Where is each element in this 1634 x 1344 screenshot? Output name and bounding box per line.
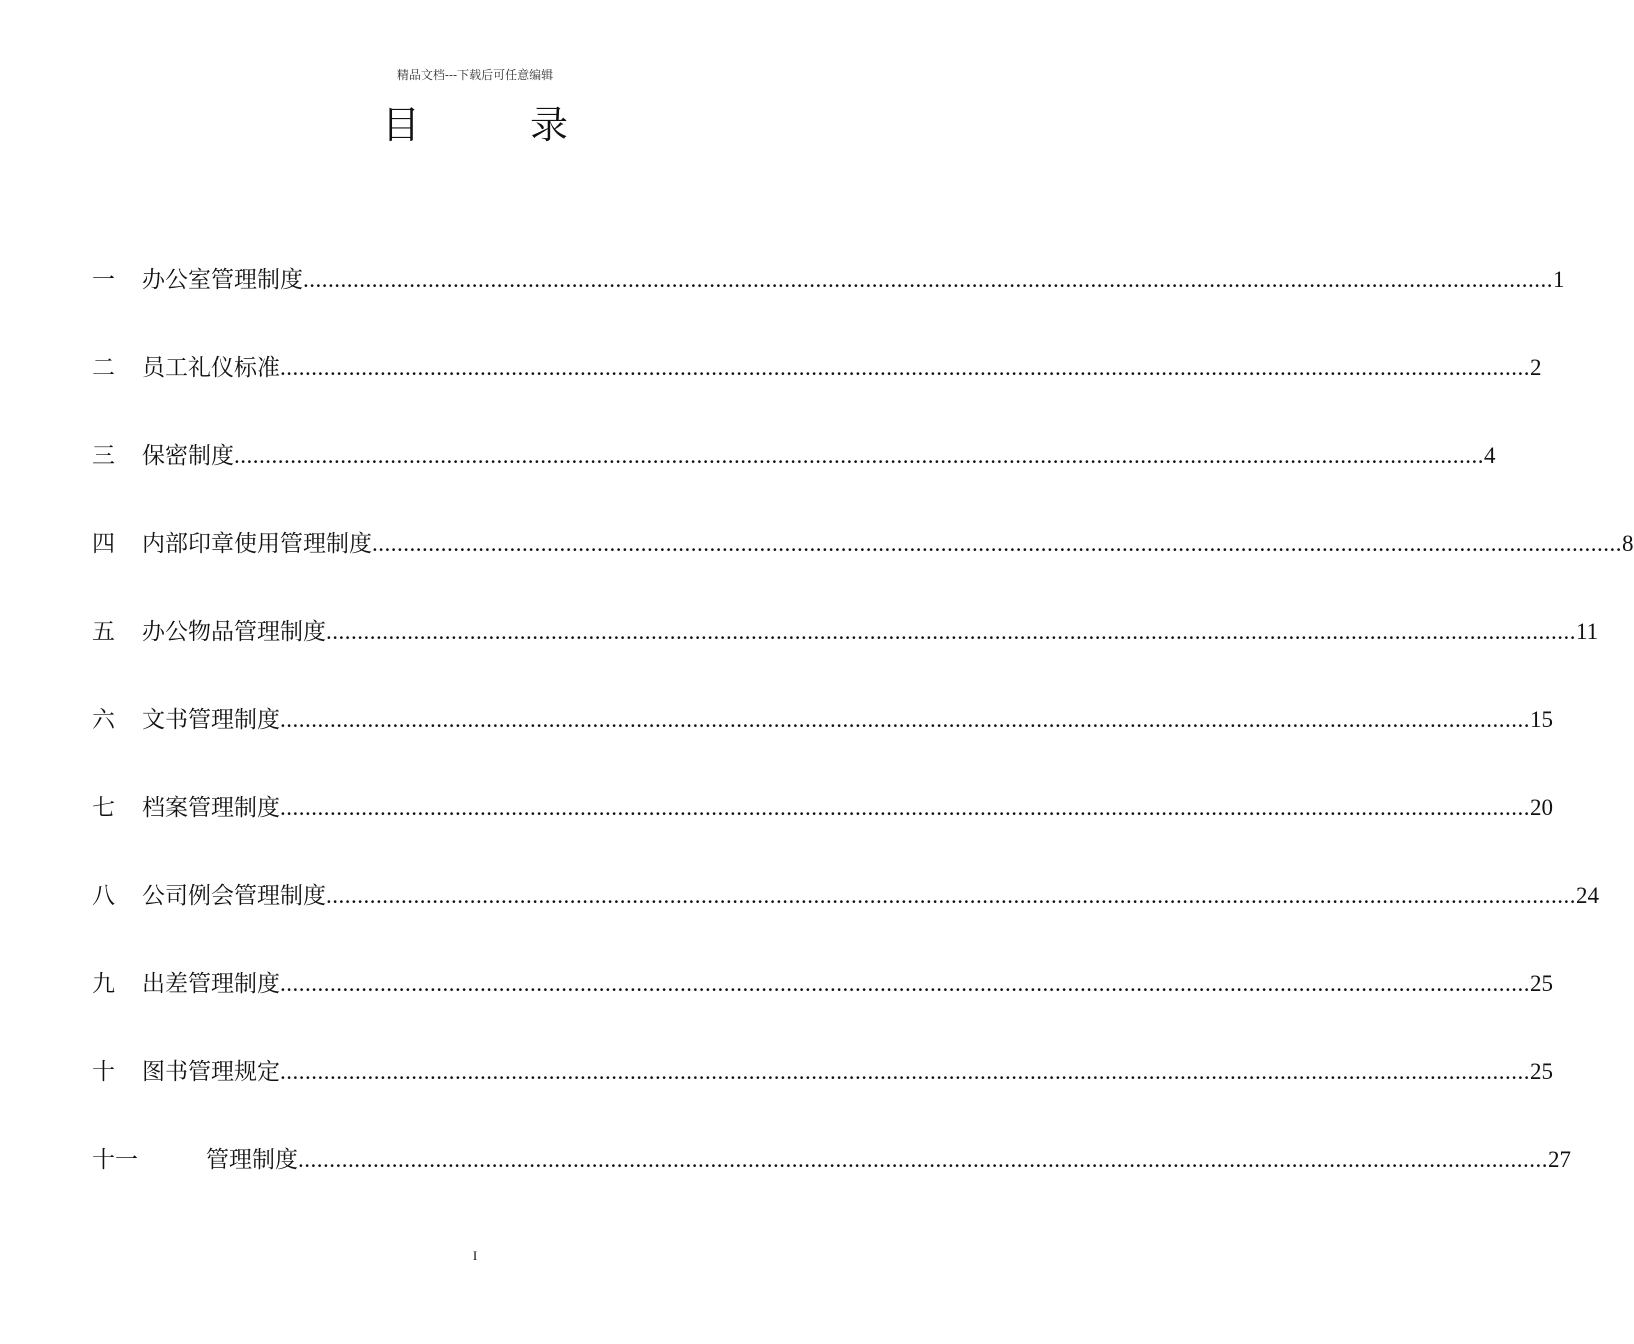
toc-entry-title: 保密制度 [142,443,234,469]
toc-entry-page: 11 [1576,619,1599,644]
toc-entry-number: 四 [92,531,115,557]
toc-entry-number: 十 [92,1059,115,1085]
toc-entry-title: 办公室管理制度 [142,267,303,293]
toc-entry-page: 4 [1484,443,1496,468]
toc-entry-number: 九 [92,971,115,997]
toc-entry-title: 文书管理制度 [142,707,280,733]
toc-entry[interactable] [92,1054,1553,1090]
toc-entry-title: 出差管理制度 [142,971,280,997]
toc-entry-number: 七 [92,795,115,821]
toc-entry-page: 25 [1530,1059,1553,1084]
toc-entry-page: 25 [1530,971,1553,996]
toc-leader-dots: ........................................................................................................................................................................................................ [234,443,1484,468]
toc-entry-page: 1 [1553,267,1565,292]
page-number: I [472,1248,478,1263]
toc-entry[interactable] [92,790,1553,826]
toc-leader-dots: ........................................................................................................................................................................................................ [280,795,1530,820]
toc-entry-title: 办公物品管理制度 [142,619,326,645]
toc-leader-dots: ........................................................................................................................................................................................................ [372,531,1622,556]
toc-leader-dots: ........................................................................................................................................................................................................ [326,883,1576,908]
toc-entry[interactable] [92,966,1553,1002]
toc-entry[interactable] [92,350,1542,386]
toc-entry[interactable] [92,702,1553,738]
toc-entry-number: 三 [92,443,115,469]
toc-entry-number: 五 [92,619,115,645]
toc-leader-dots: ........................................................................................................................................................................................................ [280,707,1530,732]
toc-entry-page: 20 [1530,795,1553,820]
toc-entry[interactable] [92,1142,1571,1178]
toc-leader-dots: ........................................................................................................................................................................................................ [298,1147,1548,1172]
toc-leader-dots: ........................................................................................................................................................................................................ [280,355,1530,380]
toc-entry-title: 档案管理制度 [142,795,280,821]
toc-entry-number: 八 [92,883,115,909]
toc-entry-number: 二 [92,355,115,381]
toc-entry[interactable] [92,614,1599,650]
toc-leader-dots: ........................................................................................................................................................................................................ [326,619,1576,644]
toc-entry-number: 十一 [92,1147,138,1173]
toc-entry-number: 一 [92,267,115,293]
toc-entry-page: 2 [1530,355,1542,380]
toc-entry-number: 六 [92,707,115,733]
toc-entry-title: 图书管理规定 [142,1059,280,1085]
toc-entry-page: 8 [1622,531,1634,556]
toc-entry-title: 公司例会管理制度 [142,883,326,909]
toc-leader-dots: ........................................................................................................................................................................................................ [303,267,1553,292]
toc-entry-page: 27 [1548,1147,1571,1172]
toc-leader-dots: ........................................................................................................................................................................................................ [280,1059,1530,1084]
toc-title [0,100,950,150]
toc-title-char-1: 目 [381,103,420,147]
toc-entry-page: 24 [1576,883,1599,908]
toc-entry[interactable] [92,262,1565,298]
page-header: 精品文档---下载后可任意编辑 [396,68,554,82]
toc-entry[interactable] [92,438,1496,474]
toc-entry-title: 管理制度 [206,1147,298,1173]
toc-entry-title: 员工礼仪标准 [142,355,280,381]
toc-entry-title: 内部印章使用管理制度 [142,531,372,557]
toc-entry[interactable] [92,526,1634,562]
toc-title-char-2: 录 [530,103,569,147]
toc-entry-page: 15 [1530,707,1553,732]
toc-entry[interactable] [92,878,1599,914]
toc-leader-dots: ........................................................................................................................................................................................................ [280,971,1530,996]
